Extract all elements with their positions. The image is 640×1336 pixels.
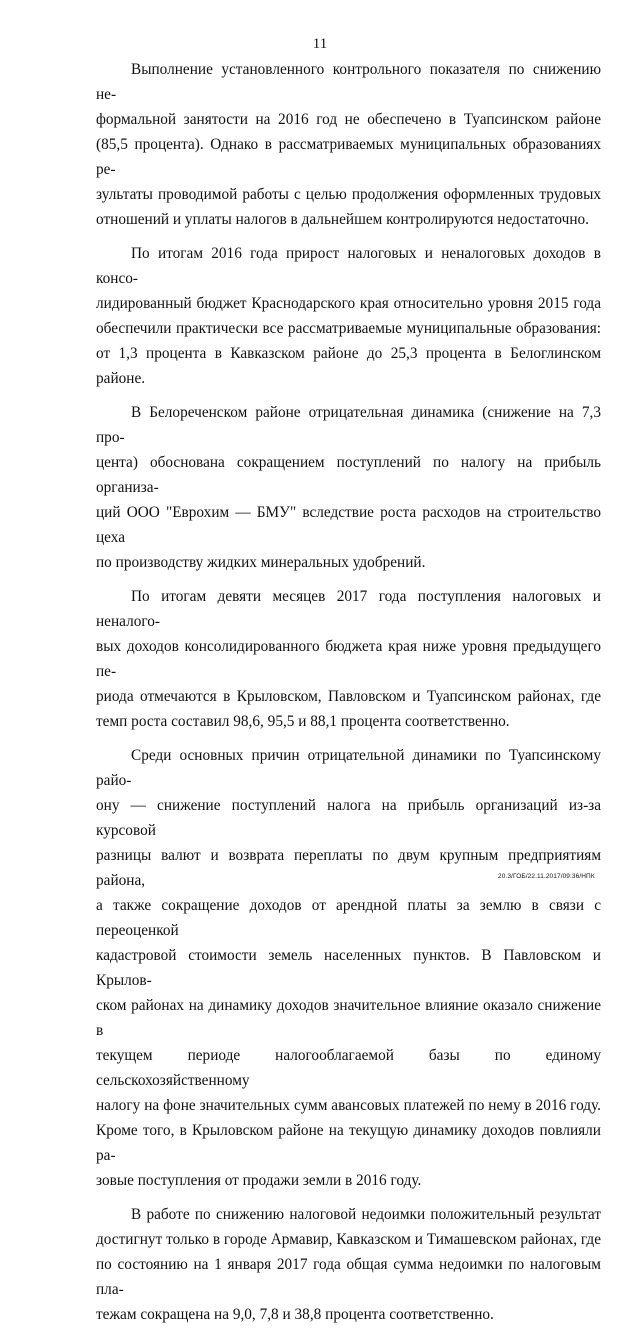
paragraph-5 (96, 743, 601, 1193)
text-line: от 1,3 процента в Кавказском районе до 25,3 процента в Белоглинском районе. (96, 345, 601, 387)
text-line: цента) обоснована сокращением поступлений по налогу на прибыль организа- (96, 454, 601, 496)
text-line: а также сокращение доходов от арендной платы за землю в связи с переоценкой (96, 897, 601, 939)
text-line: В работе по снижению налоговой недоимки положительный результат (131, 1206, 601, 1223)
text-line: Выполнение установленного контрольного показателя по снижению не- (96, 61, 601, 103)
paragraph-2 (96, 241, 601, 391)
text-line: по состоянию на 1 января 2017 года общая сумма недоимки по налоговым пла- (96, 1256, 601, 1298)
text-line: разницы валют и возврата переплаты по двум крупным предприятиям района, (96, 847, 601, 889)
text-line: налогу на фоне значительных сумм авансовых платежей по нему в 2016 году. (96, 1097, 601, 1114)
text-line: темп роста составил 98,6, 95,5 и 88,1 процента соответственно. (96, 713, 510, 730)
text-line: ону — снижение поступлений налога на прибыль организаций из-за курсовой (96, 797, 601, 839)
text-line: ций ООО "Еврохим — БМУ" вследствие роста расходов на строительство цеха (96, 504, 601, 546)
text-line: В Белореченском районе отрицательная динамика (снижение на 7,3 про- (96, 404, 601, 446)
text-line: зовые поступления от продажи земли в 2016 году. (96, 1172, 422, 1189)
text-line: (85,5 процента). Однако в рассматриваемых муниципальных образованиях ре- (96, 136, 601, 178)
page-number: 11 (312, 36, 328, 52)
text-line: формальной занятости на 2016 год не обеспечено в Туапсинском районе (96, 111, 601, 128)
text-line: вых доходов консолидированного бюджета края ниже уровня предыдущего пе- (96, 638, 601, 680)
text-line: По итогам 2016 года прирост налоговых и неналоговых доходов в консо- (96, 245, 601, 287)
text-line: По итогам девяти месяцев 2017 года поступления налоговых и неналого- (96, 588, 601, 630)
text-line: по производству жидких минеральных удобрений. (96, 554, 426, 571)
text-line: зультаты проводимой работы с целью продолжения оформленных трудовых (96, 186, 601, 203)
paragraph-6 (96, 1202, 601, 1327)
paragraph-3 (96, 400, 601, 575)
text-line: тежам сокращена на 9,0, 7,8 и 38,8 процента соответственно. (96, 1306, 494, 1323)
text-line: отношений и уплаты налогов в дальнейшем контролируются недостаточно. (96, 211, 590, 228)
text-line: лидированный бюджет Краснодарского края относительно уровня 2015 года (96, 295, 601, 312)
paragraph-4 (96, 584, 601, 734)
text-line: текущем периоде налогооблагаемой базы по единому сельскохозяйственному (96, 1047, 601, 1089)
footer-document-code: 20.3/ГОБ/22.11.2017/09:36/НПК (498, 873, 595, 880)
text-line: Кроме того, в Крыловском районе на текущую динамику доходов повлияли ра- (96, 1122, 601, 1164)
text-line: кадастровой стоимости земель населенных пунктов. В Павловском и Крылов- (96, 947, 601, 989)
document-body (96, 57, 601, 1336)
text-line: достигнут только в городе Армавир, Кавказском и Тимашевском районах, где (96, 1231, 601, 1248)
text-line: риода отмечаются в Крыловском, Павловском и Туапсинском районах, где (96, 688, 601, 705)
text-line: обеспечили практически все рассматриваемые муниципальные образования: (96, 320, 601, 337)
text-line: Среди основных причин отрицательной динамики по Туапсинскому райо- (96, 747, 601, 789)
text-line: ском районах на динамику доходов значительное влияние оказало снижение в (96, 997, 601, 1039)
paragraph-1 (96, 57, 601, 232)
